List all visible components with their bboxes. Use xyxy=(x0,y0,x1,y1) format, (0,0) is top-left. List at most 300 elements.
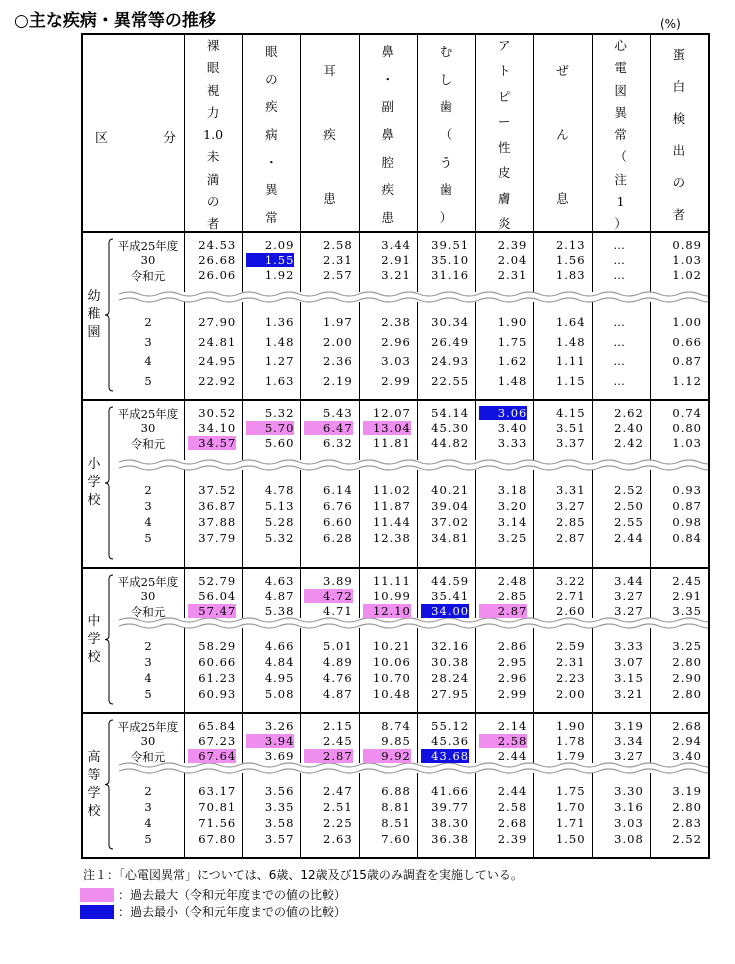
wave-divider xyxy=(119,290,708,304)
table-cell: 12.38 xyxy=(372,531,411,545)
table-cell: 36.38 xyxy=(431,832,470,846)
row-label: 5 xyxy=(144,687,152,701)
table-cell: 2.47 xyxy=(323,784,353,798)
row-label: 4 xyxy=(144,515,152,529)
kubun-label-right: 分 xyxy=(163,131,178,146)
header-char: 満 xyxy=(206,171,220,187)
school-label: 幼 稚 園 xyxy=(87,289,101,340)
table-cell: 2.00 xyxy=(323,334,353,349)
table-cell: 3.27 xyxy=(614,749,644,763)
table-cell: 2.87 xyxy=(555,531,586,545)
header-char: 図 xyxy=(614,82,627,98)
table-cell: 2.80 xyxy=(672,800,702,814)
table-cell: 1.75 xyxy=(497,334,528,349)
table-cell: 22.92 xyxy=(198,373,237,388)
table-cell: 2.40 xyxy=(614,421,644,435)
table-cell: 52.79 xyxy=(198,574,237,588)
table-cell: 2.14 xyxy=(497,719,528,733)
table-cell: 2.52 xyxy=(614,483,644,497)
table-cell: 4.66 xyxy=(264,639,295,653)
header-char: 疾 xyxy=(381,182,395,198)
column-header xyxy=(650,35,708,231)
row-label: 3 xyxy=(144,655,152,669)
header-char: （ xyxy=(439,126,453,142)
row-label: 5 xyxy=(144,373,152,388)
row-label: 5 xyxy=(144,531,152,545)
header-char: 電 xyxy=(614,60,627,76)
table-cell: 4.63 xyxy=(264,574,295,588)
table-cell: 5.13 xyxy=(264,499,295,513)
table-cell: 0.98 xyxy=(672,515,702,529)
header-char: 疾 xyxy=(323,126,336,142)
table-cell: 2.45 xyxy=(323,734,353,748)
table-cell: 5.08 xyxy=(264,687,295,701)
table-cell: 70.81 xyxy=(198,800,237,814)
table-cell: 58.29 xyxy=(198,639,237,653)
table-cell: 2.90 xyxy=(672,671,702,685)
table-cell: 2.31 xyxy=(497,268,528,282)
table-cell: 1.79 xyxy=(555,749,586,763)
table-cell: 2.42 xyxy=(614,436,644,450)
table-cell: 2.63 xyxy=(323,832,353,846)
table-cell: 43.68 xyxy=(421,749,469,763)
header-char: 未 xyxy=(206,149,220,165)
header-char: 異 xyxy=(265,182,278,198)
table-cell: 5.01 xyxy=(323,639,353,653)
table-cell: 24.53 xyxy=(198,238,237,252)
row-label: 平成25年度 xyxy=(117,720,179,734)
table-cell: 3.33 xyxy=(497,436,528,450)
table-cell: 2.31 xyxy=(555,655,586,669)
table-cell: 0.89 xyxy=(672,238,702,252)
table-cell: 2.25 xyxy=(323,816,353,830)
row-label: 4 xyxy=(144,816,152,830)
header-char: ピ xyxy=(497,88,511,104)
header-char: 出 xyxy=(672,143,686,159)
table-cell: 54.14 xyxy=(431,406,470,420)
table-cell: 4.72 xyxy=(304,589,352,603)
row-label: 2 xyxy=(144,315,152,329)
table-cell: 2.00 xyxy=(555,687,586,701)
row-label: 30 xyxy=(140,253,156,267)
table-cell: 3.19 xyxy=(614,719,644,733)
table-cell: 1.27 xyxy=(264,354,295,368)
header-char: ト xyxy=(497,63,511,79)
table-cell: 6.14 xyxy=(323,483,353,497)
table-cell: 1.75 xyxy=(555,784,586,798)
table-cell: 3.18 xyxy=(497,483,528,497)
table-cell: 2.99 xyxy=(497,687,528,701)
group-divider xyxy=(83,712,708,714)
table-cell: 34.10 xyxy=(198,421,237,435)
table-cell: 6.32 xyxy=(323,436,353,450)
table-cell: 26.68 xyxy=(198,253,237,267)
table-cell: 0.84 xyxy=(672,531,702,545)
table-cell: 3.25 xyxy=(497,531,528,545)
table-cell: 28.24 xyxy=(431,671,470,685)
table-cell: 3.35 xyxy=(264,800,295,814)
header-char: 炎 xyxy=(497,215,511,231)
table-cell: 4.95 xyxy=(264,671,295,685)
table-cell: 10.99 xyxy=(372,589,411,603)
table-cell: 11.44 xyxy=(372,515,411,529)
table-cell: 3.40 xyxy=(672,749,702,763)
table-cell: 2.60 xyxy=(555,604,586,618)
header-char: 性 xyxy=(497,139,511,155)
table-cell: 4.84 xyxy=(264,655,295,669)
row-label: 令和元 xyxy=(130,269,166,283)
table-cell: 34.57 xyxy=(188,436,236,450)
table-cell: 2.91 xyxy=(672,589,702,603)
table-cell: 3.21 xyxy=(381,268,411,282)
table-cell: 2.96 xyxy=(381,334,411,349)
table-cell: 3.20 xyxy=(497,499,528,513)
header-char: ア xyxy=(497,38,511,53)
table-cell: 38.30 xyxy=(431,816,470,830)
column-header xyxy=(184,35,242,231)
table-cell: 3.06 xyxy=(479,406,527,420)
table-cell: 8.81 xyxy=(381,800,411,814)
table-cell: 1.03 xyxy=(672,253,702,267)
table-cell: 2.58 xyxy=(323,238,353,252)
table-cell: 3.22 xyxy=(555,574,586,588)
header-char: 者 xyxy=(206,216,220,231)
table-cell: 2.50 xyxy=(614,499,644,513)
table-cell: 1.11 xyxy=(555,354,586,368)
header-char: 患 xyxy=(323,191,336,207)
table-cell: 27.90 xyxy=(198,315,237,329)
table-cell: 2.31 xyxy=(323,253,353,267)
page-title: ○主な疾病・異常等の推移 xyxy=(14,11,216,31)
table-cell: 7.60 xyxy=(381,832,411,846)
table-cell: 44.59 xyxy=(431,574,470,588)
header-char: 検 xyxy=(672,110,686,126)
row-label: 3 xyxy=(144,800,152,814)
table-cell: … xyxy=(613,253,626,267)
header-char: ・ xyxy=(265,154,278,170)
table-cell: 1.62 xyxy=(497,354,528,368)
table-cell: 0.66 xyxy=(672,334,702,349)
header-char: 蛋 xyxy=(672,46,686,62)
table-cell: 1.03 xyxy=(672,436,702,450)
table-cell: 1.63 xyxy=(264,373,295,388)
table-cell: 39.77 xyxy=(431,800,470,814)
header-char: 耳 xyxy=(323,62,336,78)
header-char: 1 xyxy=(616,193,625,209)
table-cell: 37.79 xyxy=(198,531,237,545)
table-cell: 6.88 xyxy=(381,784,411,798)
header-char: 患 xyxy=(381,209,395,225)
table-cell: 27.95 xyxy=(431,687,470,701)
table-cell: 11.81 xyxy=(372,436,411,450)
table-cell: 34.00 xyxy=(421,604,469,618)
table-cell: 2.91 xyxy=(381,253,411,267)
column-header xyxy=(359,35,417,231)
row-label: 2 xyxy=(144,483,152,497)
table-cell: 2.94 xyxy=(672,734,702,748)
table-cell: 10.70 xyxy=(372,671,411,685)
table-cell: 67.64 xyxy=(188,749,236,763)
row-label: 3 xyxy=(144,334,152,349)
table-cell: … xyxy=(613,334,626,349)
table-cell: 56.04 xyxy=(198,589,237,603)
column-header xyxy=(592,35,650,231)
header-char: 者 xyxy=(672,207,686,223)
table-cell: 1.48 xyxy=(264,334,295,349)
table-cell: 6.60 xyxy=(323,515,353,529)
group-divider xyxy=(83,399,708,401)
header-char: し xyxy=(439,71,453,87)
header-char: 常 xyxy=(265,209,278,225)
table-cell: 30.52 xyxy=(198,406,237,420)
header-char: ） xyxy=(614,216,627,231)
table-cell: 3.27 xyxy=(555,499,586,513)
table-cell: 2.62 xyxy=(614,406,644,420)
table-cell: 2.44 xyxy=(497,784,528,798)
table-cell: 36.87 xyxy=(198,499,237,513)
header-char: の xyxy=(265,71,278,87)
table-cell: 11.87 xyxy=(372,499,411,513)
header-char: 副 xyxy=(381,99,395,115)
row-label: 4 xyxy=(144,354,152,368)
table-cell: 1.64 xyxy=(555,315,586,329)
row-label: 30 xyxy=(140,421,156,435)
table-cell: 34.81 xyxy=(431,531,470,545)
table-cell: … xyxy=(613,238,626,252)
table-cell: 39.04 xyxy=(431,499,470,513)
table-cell: 3.37 xyxy=(555,436,586,450)
table-cell: 10.48 xyxy=(372,687,411,701)
table-cell: 2.55 xyxy=(614,515,644,529)
table-cell: 2.68 xyxy=(672,719,702,733)
table-cell: 4.87 xyxy=(323,687,353,701)
row-label: 平成25年度 xyxy=(117,407,179,421)
column-header xyxy=(475,35,533,231)
table-cell: 3.31 xyxy=(555,483,586,497)
disease-trend-table xyxy=(81,33,710,859)
table-cell: 2.85 xyxy=(497,589,528,603)
table-cell: 3.40 xyxy=(497,421,528,435)
header-char: 膚 xyxy=(497,190,511,206)
row-label: 2 xyxy=(144,784,152,798)
table-cell: 3.16 xyxy=(614,800,644,814)
table-cell: 3.27 xyxy=(614,604,644,618)
table-cell: 26.49 xyxy=(431,334,470,349)
table-cell: 24.81 xyxy=(198,334,237,349)
header-char: （ xyxy=(614,149,627,165)
table-cell: 1.92 xyxy=(264,268,295,282)
wave-divider xyxy=(119,616,708,630)
row-label: 平成25年度 xyxy=(117,575,179,589)
header-char: 腔 xyxy=(381,154,395,170)
table-cell: 2.85 xyxy=(555,515,586,529)
table-cell: 1.15 xyxy=(555,373,586,388)
school-label: 高 等 学 校 xyxy=(87,749,101,819)
table-cell: 2.38 xyxy=(381,315,411,329)
table-cell: 45.30 xyxy=(431,421,470,435)
table-cell: 3.14 xyxy=(497,515,528,529)
table-cell: 37.88 xyxy=(198,515,237,529)
table-cell: 3.44 xyxy=(614,574,644,588)
header-char: ） xyxy=(439,209,453,225)
header-char: 歯 xyxy=(439,99,453,115)
header-char: 白 xyxy=(672,78,686,94)
table-cell: 40.21 xyxy=(431,483,470,497)
table-cell: 5.70 xyxy=(246,421,294,435)
table-cell: 2.80 xyxy=(672,655,702,669)
table-cell: 55.12 xyxy=(431,719,470,733)
row-label: 令和元 xyxy=(130,750,166,764)
table-cell: 2.39 xyxy=(497,832,528,846)
table-cell: 2.57 xyxy=(323,268,353,282)
table-cell: 1.78 xyxy=(555,734,586,748)
table-cell: 5.28 xyxy=(264,515,295,529)
header-char: ん xyxy=(556,126,569,142)
table-cell: 1.50 xyxy=(555,832,586,846)
table-cell: 0.87 xyxy=(672,499,702,513)
table-cell: 1.48 xyxy=(555,334,586,349)
table-cell: 2.51 xyxy=(323,800,353,814)
row-label: 30 xyxy=(140,734,156,748)
wave-divider xyxy=(119,761,708,775)
table-cell: 1.12 xyxy=(672,373,702,388)
table-cell: 8.51 xyxy=(381,816,411,830)
table-cell: 6.28 xyxy=(323,531,353,545)
table-cell: 2.58 xyxy=(497,800,528,814)
legend-max xyxy=(80,886,346,903)
table-cell: 32.16 xyxy=(431,639,470,653)
header-char: う xyxy=(439,154,453,170)
legend-max-label: ：過去最大（令和元年度までの値の比較） xyxy=(118,888,347,902)
header-char: む xyxy=(439,44,453,60)
table-cell: 4.78 xyxy=(264,483,295,497)
table-cell: 3.30 xyxy=(614,784,644,798)
table-cell: 4.87 xyxy=(264,589,295,603)
table-cell: 2.36 xyxy=(323,354,353,368)
header-char: 常 xyxy=(614,127,627,142)
table-cell: 9.85 xyxy=(381,734,411,748)
table-cell: 31.16 xyxy=(431,268,470,282)
table-cell: 2.95 xyxy=(497,655,528,669)
table-cell: 6.47 xyxy=(304,421,352,435)
header-char: 皮 xyxy=(497,165,511,181)
header-char: 1.0 xyxy=(203,127,224,142)
table-cell: 10.06 xyxy=(372,655,411,669)
table-cell: 4.76 xyxy=(323,671,353,685)
header-char: 注 xyxy=(614,171,627,187)
table-cell: 24.93 xyxy=(431,354,470,368)
row-label: 3 xyxy=(144,499,152,513)
table-cell: 3.57 xyxy=(264,832,295,846)
table-cell: 11.11 xyxy=(372,574,411,588)
header-char: の xyxy=(206,193,220,209)
header-char: 裸 xyxy=(206,38,220,53)
table-cell: 67.80 xyxy=(198,832,237,846)
table-cell: 2.45 xyxy=(672,574,702,588)
table-cell: 3.34 xyxy=(614,734,644,748)
table-cell: 1.36 xyxy=(264,315,295,329)
table-cell: 2.68 xyxy=(497,816,528,830)
table-cell: 60.93 xyxy=(198,687,237,701)
table-cell: 24.95 xyxy=(198,354,237,368)
header-char: の xyxy=(672,175,686,191)
table-cell: 60.66 xyxy=(198,655,237,669)
legend-pink-swatch xyxy=(80,888,114,902)
table-cell: 0.93 xyxy=(672,483,702,497)
table-cell: 2.04 xyxy=(497,253,528,267)
table-cell: 2.44 xyxy=(497,749,528,763)
table-cell: 1.90 xyxy=(555,719,586,733)
table-cell: 3.08 xyxy=(614,832,644,846)
table-cell: 1.83 xyxy=(555,268,586,282)
table-cell: 3.25 xyxy=(672,639,702,653)
table-cell: 44.82 xyxy=(431,436,470,450)
table-cell: 3.35 xyxy=(672,604,702,618)
header-char: 眼 xyxy=(206,60,220,76)
table-cell: 3.15 xyxy=(614,671,644,685)
table-cell: … xyxy=(613,354,626,368)
table-cell: 1.48 xyxy=(497,373,528,388)
header-char: ぜ xyxy=(556,62,569,78)
table-cell: 2.59 xyxy=(555,639,586,653)
table-cell: 0.87 xyxy=(672,354,702,368)
table-cell: 30.38 xyxy=(431,655,470,669)
table-cell: 3.19 xyxy=(672,784,702,798)
table-cell: … xyxy=(613,315,626,329)
table-cell: 3.56 xyxy=(264,784,295,798)
table-cell: 11.02 xyxy=(372,483,411,497)
table-cell: 2.39 xyxy=(497,238,528,252)
table-cell: 1.02 xyxy=(672,268,702,282)
row-label: 30 xyxy=(140,589,156,603)
table-cell: 2.23 xyxy=(555,671,586,685)
table-cell: 0.74 xyxy=(672,406,702,420)
legend-min xyxy=(80,903,346,920)
table-cell: 22.55 xyxy=(431,373,470,388)
table-cell: 41.66 xyxy=(431,784,470,798)
table-cell: 2.86 xyxy=(497,639,528,653)
table-cell: 9.92 xyxy=(363,749,411,763)
table-cell: 5.60 xyxy=(264,436,295,450)
table-cell: 12.10 xyxy=(363,604,411,618)
unit-label: (%) xyxy=(660,17,681,31)
table-cell: 10.21 xyxy=(372,639,411,653)
table-cell: 2.96 xyxy=(497,671,528,685)
table-cell: 65.84 xyxy=(198,719,237,733)
table-cell: 2.87 xyxy=(479,604,527,618)
table-cell: 2.19 xyxy=(323,373,353,388)
table-cell: 1.97 xyxy=(323,315,353,329)
table-cell: 13.04 xyxy=(363,421,411,435)
school-label: 中 学 校 xyxy=(87,613,101,665)
table-cell: 1.00 xyxy=(672,315,702,329)
header-char: 歯 xyxy=(439,182,453,198)
table-cell: 2.09 xyxy=(264,238,295,252)
table-cell: 3.07 xyxy=(614,655,644,669)
table-cell: 8.74 xyxy=(381,719,411,733)
table-cell: 2.99 xyxy=(381,373,411,388)
table-cell: 71.56 xyxy=(198,816,237,830)
legend-blue-swatch xyxy=(80,905,114,919)
table-cell: 63.17 xyxy=(198,784,237,798)
table-cell: 4.71 xyxy=(323,604,353,618)
table-cell: 45.36 xyxy=(431,734,470,748)
table-cell: 2.52 xyxy=(672,832,702,846)
table-cell: 67.23 xyxy=(198,734,237,748)
table-cell: 2.44 xyxy=(614,531,644,545)
table-cell: 2.71 xyxy=(555,589,586,603)
row-label: 令和元 xyxy=(130,437,166,451)
